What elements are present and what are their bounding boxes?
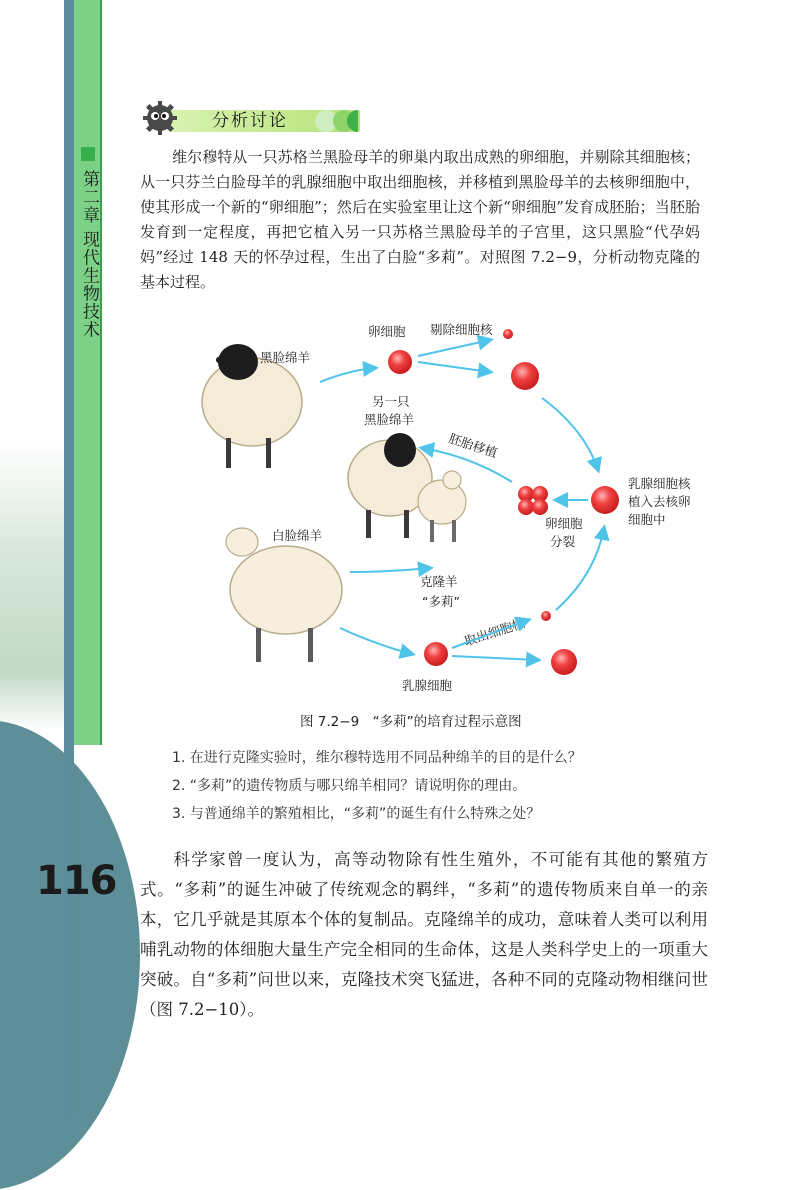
chapter-tab [74,0,102,745]
surrogate-sheep-image [348,433,432,538]
arrow-sheep-to-mammary [340,628,412,654]
extracted-nucleus [541,611,551,621]
arrow-extract-nucleus-2 [452,656,538,660]
margin-strip [64,0,74,1114]
label-egg-cell: 卵细胞 [368,324,406,339]
arrow-to-dolly [350,568,430,572]
label-extract-nucleus: 取出细胞核 [462,615,527,649]
intro-paragraph [140,145,700,295]
arrow-embryo-transfer [422,448,512,482]
arrow-egg-to-fusion [542,398,598,470]
heading-dots-icon [312,106,372,136]
intro-text: 维尔穆特从一只苏格兰黑脸母羊的卵巢内取出成熟的卵细胞，并剔除其细胞核；从一只芬兰白脸母羊的乳腺细胞中取出细胞核，并移植到黑脸母羊的去核卵细胞中，使其形成一个新的“卵细胞”；然后在实验室里让这个新“卵细胞”发育成胚胎；当胚胎发育到一定程度，再把它植入另一只苏格兰黑脸母羊的子宫里，这只黑脸“代孕妈妈”经过 148 天的怀孕过程，生出了白脸“多莉”。对照图 7.2−9，分析动物克隆的基本过程。 [140,148,700,291]
discussion-questions [172,744,732,828]
mammary-cell [424,642,448,666]
question-item: 1. 在进行克隆实验时，维尔穆特选用不同品种绵羊的目的是什么？ [172,750,582,766]
question-item: 2. “多莉”的遗传物质与哪只绵羊相同？请说明你的理由。 [172,778,527,794]
fused-cell [591,486,619,514]
figure-caption: 图 7.2−9 “多莉”的培育过程示意图 [300,714,522,730]
white-face-sheep-image [226,528,342,662]
label-another-black-face-2: 黑脸绵羊 [364,412,415,427]
label-mammary-nucleus-3: 细胞中 [628,512,666,527]
label-mammary-nucleus-1: 乳腺细胞核 [628,476,691,491]
chapter-label: 第二章 现代生物技术 [79,170,99,339]
chapter-tab-edge [100,0,102,745]
label-white-face-sheep: 白脸绵羊 [272,528,323,543]
question-item: 3. 与普通绵羊的繁殖相比，“多莉”的诞生有什么特殊之处？ [172,806,541,822]
removed-nucleus [503,329,513,339]
chapter-marker [81,147,95,161]
dividing-egg-cell [518,486,548,515]
gear-mascot-icon [142,100,178,136]
body-paragraph [140,845,708,1025]
label-black-face-sheep: 黑脸绵羊 [260,350,311,365]
section-heading [140,100,370,140]
label-egg-division-2: 分裂 [550,534,576,549]
remaining-mammary-cell [551,649,577,675]
label-clone-sheep-2: “多莉” [422,594,460,609]
arrow-remove-nucleus-2 [418,362,490,372]
label-egg-division-1: 卵细胞 [545,516,583,531]
label-embryo-transfer: 胚胎移植 [447,430,500,461]
dolly-cloning-diagram [190,310,750,705]
heading-text: 分析讨论 [212,111,288,131]
arrow-remove-nucleus-1 [418,340,490,356]
egg-cell [388,350,412,374]
label-another-black-face-1: 另一只 [372,394,410,409]
page-number: 116 [36,858,117,904]
background-wash [0,440,70,730]
arrow-sheep-to-egg [320,368,375,382]
body-text: 科学家曾一度认为，高等动物除有性生殖外，不可能有其他的繁殖方式。“多莉”的诞生冲破了传统观念的羁绊，“多莉”的遗传物质来自单一的亲本，它几乎就是其原本个体的复制品。克隆绵羊的成功，意味着人类可以利用哺乳动物的体细胞大量生产完全相同的生命体，这是人类科学史上的一项重大突破。自“多莉”问世以来，克隆技术突飞猛进，各种不同的克隆动物相继问世（图 7.2−10）。 [140,850,708,1019]
label-clone-sheep-1: 克隆羊 [420,574,458,589]
label-mammary-cell: 乳腺细胞 [402,678,453,693]
enucleated-egg [511,362,539,390]
label-remove-nucleus: 剔除细胞核 [430,322,493,337]
label-mammary-nucleus-2: 植入去核卵 [628,494,691,509]
